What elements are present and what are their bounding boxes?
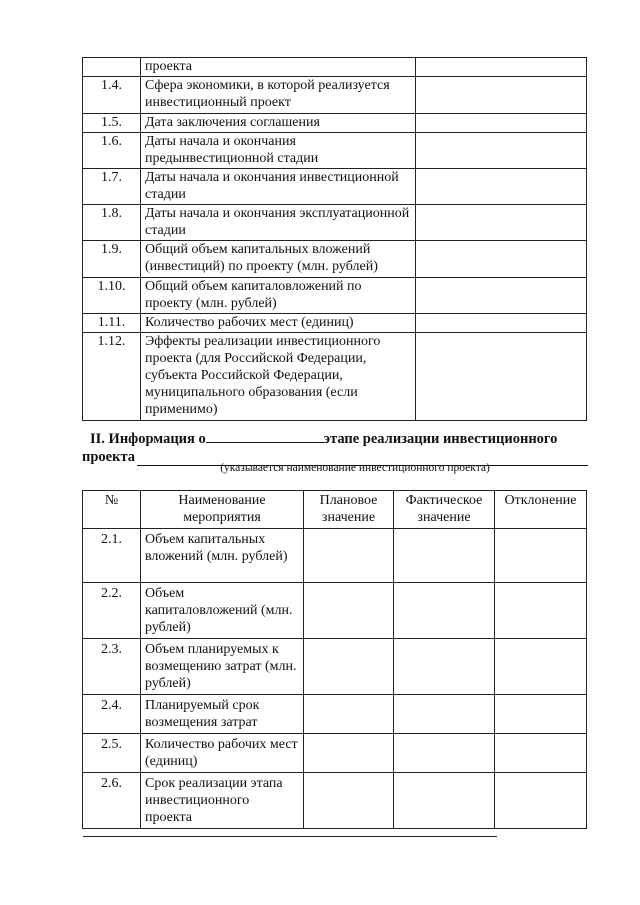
- actual-value-cell[interactable]: [394, 639, 495, 695]
- row-number: 1.5.: [83, 114, 141, 133]
- deviation-cell[interactable]: [495, 773, 587, 829]
- heading-part-3: проекта: [82, 449, 136, 465]
- value-cell[interactable]: [416, 169, 587, 205]
- value-cell[interactable]: [416, 333, 587, 421]
- table-row: [83, 241, 587, 278]
- column-header-name: Наименование мероприятия: [141, 491, 304, 529]
- actual-value-cell[interactable]: [394, 734, 495, 773]
- row-name: Срок реализации этапа инвестиционного проекта: [141, 773, 304, 829]
- row-description: Даты начала и окончания инвестиционной стадии: [141, 169, 416, 205]
- row-description: Сфера экономики, в которой реализуется инвестиционный проект: [141, 77, 416, 114]
- row-number: 2.3.: [83, 639, 141, 695]
- column-header-deviation: Отклонение: [495, 491, 587, 529]
- table-row: [83, 169, 587, 205]
- table-row: [83, 114, 587, 133]
- planned-value-cell[interactable]: [304, 583, 394, 639]
- column-header-actual: Фактическое значение: [394, 491, 495, 529]
- value-cell[interactable]: [416, 114, 587, 133]
- deviation-cell[interactable]: [495, 639, 587, 695]
- deviation-cell[interactable]: [495, 695, 587, 734]
- table-row: [83, 278, 587, 314]
- row-name: Количество рабочих мест (единиц): [141, 734, 304, 773]
- value-cell[interactable]: [416, 278, 587, 314]
- row-description: проекта: [141, 58, 416, 77]
- row-number: 1.7.: [83, 169, 141, 205]
- actual-value-cell[interactable]: [394, 583, 495, 639]
- table-row: [83, 77, 587, 114]
- project-name-hint: (указывается наименование инвестиционного проекта): [220, 462, 490, 474]
- row-number: 1.10.: [83, 278, 141, 314]
- row-name: Объем капиталовложений (млн. рублей): [141, 583, 304, 639]
- planned-value-cell[interactable]: [304, 734, 394, 773]
- row-number: 2.4.: [83, 695, 141, 734]
- row-description: Даты начала и окончания предынвестиционной стадии: [141, 133, 416, 169]
- stage-info-table: [82, 490, 587, 829]
- row-number: 1.8.: [83, 205, 141, 241]
- column-header-number: №: [83, 491, 141, 529]
- row-number: 2.6.: [83, 773, 141, 829]
- planned-value-cell[interactable]: [304, 695, 394, 734]
- deviation-cell[interactable]: [495, 529, 587, 583]
- table-row: [83, 639, 587, 695]
- table-row: [83, 133, 587, 169]
- table-row: [83, 695, 587, 734]
- table-row: [83, 333, 587, 421]
- row-description: Общий объем капиталовложений по проекту (млн. рублей): [141, 278, 416, 314]
- value-cell[interactable]: [416, 58, 587, 77]
- row-name: Объем капитальных вложений (млн. рублей): [141, 529, 304, 583]
- deviation-cell[interactable]: [495, 734, 587, 773]
- table-row: [83, 529, 587, 583]
- table-row: [83, 314, 587, 333]
- actual-value-cell[interactable]: [394, 695, 495, 734]
- section-heading: [82, 429, 588, 466]
- row-number: 2.1.: [83, 529, 141, 583]
- heading-part-2: этапе реализации инвестиционного: [323, 431, 558, 447]
- row-number: 1.6.: [83, 133, 141, 169]
- row-description: Общий объем капитальных вложений (инвестиций) по проекту (млн. рублей): [141, 241, 416, 278]
- row-description: Количество рабочих мест (единиц): [141, 314, 416, 333]
- value-cell[interactable]: [416, 133, 587, 169]
- table-row: [83, 58, 587, 77]
- project-info-table: [82, 57, 587, 421]
- row-description: Даты начала и окончания эксплуатационной стадии: [141, 205, 416, 241]
- actual-value-cell[interactable]: [394, 529, 495, 583]
- value-cell[interactable]: [416, 314, 587, 333]
- row-number: 2.2.: [83, 583, 141, 639]
- value-cell[interactable]: [416, 241, 587, 278]
- row-number: 1.11.: [83, 314, 141, 333]
- value-cell[interactable]: [416, 205, 587, 241]
- row-description: Эффекты реализации инвестиционного проекта (для Российской Федерации, субъекта Российской Федерации, муниципального образования (если применимо): [141, 333, 416, 421]
- row-number: 2.5.: [83, 734, 141, 773]
- column-header-planned: Плановое значение: [304, 491, 394, 529]
- row-number: 1.9.: [83, 241, 141, 278]
- actual-value-cell[interactable]: [394, 773, 495, 829]
- row-number: [83, 58, 141, 77]
- stage-blank-field[interactable]: [206, 429, 324, 443]
- row-number: 1.4.: [83, 77, 141, 114]
- row-name: Объем планируемых к возмещению затрат (млн. рублей): [141, 639, 304, 695]
- table-row: [83, 205, 587, 241]
- table-row: [83, 583, 587, 639]
- row-description: Дата заключения соглашения: [141, 114, 416, 133]
- value-cell[interactable]: [416, 77, 587, 114]
- table-row: [83, 734, 587, 773]
- deviation-cell[interactable]: [495, 583, 587, 639]
- heading-part-1: II. Информация о: [90, 431, 206, 447]
- table-row: [83, 773, 587, 829]
- table-header-row: [83, 491, 587, 529]
- row-number: 1.12.: [83, 333, 141, 421]
- planned-value-cell[interactable]: [304, 639, 394, 695]
- planned-value-cell[interactable]: [304, 773, 394, 829]
- footer-divider: [83, 836, 497, 837]
- row-name: Планируемый срок возмещения затрат: [141, 695, 304, 734]
- planned-value-cell[interactable]: [304, 529, 394, 583]
